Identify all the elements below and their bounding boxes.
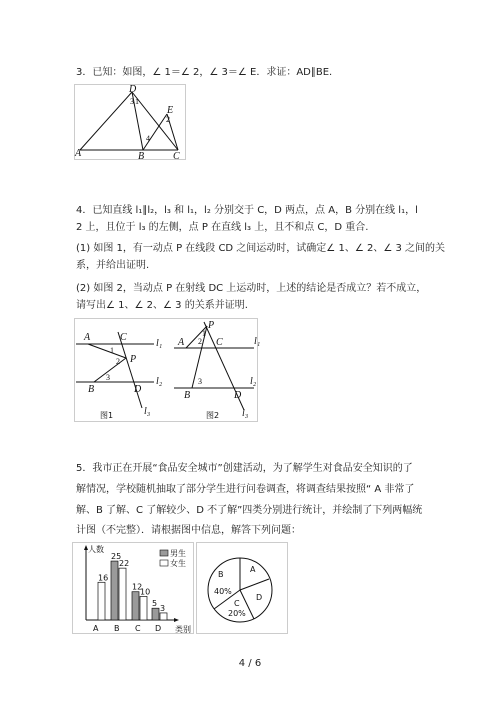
fig1-angle-3: 3 bbox=[106, 373, 110, 382]
x-label-D: D bbox=[155, 624, 162, 633]
fig1-angle-2: 2 bbox=[116, 357, 120, 366]
pie-label-D: D bbox=[256, 593, 263, 602]
x-label-A: A bbox=[93, 624, 99, 633]
bar-C-0 bbox=[132, 592, 139, 620]
fig2-label-P: P bbox=[208, 320, 215, 331]
q4-line-1: 4．已知直线 l₁∥l₂，l₃ 和 l₁，l₂ 分别交于 C，D 两点，点 A，B 分别在线 l₁，l bbox=[76, 205, 418, 216]
q5-line-3: 解、B 了解、C 了解较少、D 不了解”四类分别进行统计，并绘制了下列两幅统 bbox=[76, 505, 423, 516]
pie-label-A: A bbox=[250, 565, 256, 574]
q3-angle-4: 4 bbox=[146, 134, 150, 143]
fig2-angle-3: 3 bbox=[198, 377, 202, 386]
fig1-caption: 图1 bbox=[100, 411, 114, 420]
bar-D-1 bbox=[160, 613, 167, 620]
q4-line-6: 请写出∠ 1、∠ 2、∠ 3 的关系并证明. bbox=[76, 300, 248, 311]
q4-line-5: (2) 如图 2，当动点 P 在射线 DC 上运动时，上述的结论是否成立？若不成立， bbox=[76, 283, 427, 294]
fig1-label-l2: l₂ bbox=[156, 376, 163, 387]
q5-line-4: 计图（不完整）．请根据图中信息，解答下列问题： bbox=[76, 525, 301, 536]
bar-value-B-1: 22 bbox=[119, 559, 130, 569]
bar-value-B-0: 25 bbox=[111, 552, 122, 562]
pie-label-C: C bbox=[234, 599, 240, 608]
q5-line-1: 5．我市正在开展“食品安全城市”创建活动，为了解学生对食品安全知识的了 bbox=[76, 463, 413, 474]
fig1-angle-1: 1 bbox=[110, 346, 114, 355]
fig1-label-D: D bbox=[134, 384, 142, 395]
legend-label-female: 女生 bbox=[170, 559, 186, 568]
bar-value-D-1: 3 bbox=[160, 603, 166, 613]
fig1-label-B: B bbox=[88, 384, 95, 395]
bar-B-1 bbox=[119, 568, 126, 620]
page-number: 4 / 6 bbox=[238, 658, 262, 669]
q3-text: 3．已知：如图，∠ 1＝∠ 2，∠ 3＝∠ E．求证：AD∥BE. bbox=[76, 67, 333, 78]
legend-swatch-male bbox=[160, 550, 168, 556]
x-label-B: B bbox=[114, 624, 120, 633]
q4-figures bbox=[74, 318, 261, 422]
fig1-label-P: P bbox=[130, 354, 137, 365]
fig2-angle-1: 1 bbox=[202, 329, 206, 338]
q3-angle-3: 3 bbox=[130, 97, 134, 106]
bar-value-C-1: 10 bbox=[140, 587, 151, 597]
fig1-label-C: C bbox=[120, 332, 127, 343]
q4-line-2: 2 上，且位于 l₃ 的左侧，点 P 在直线 l₃ 上，且不和点 C，D 重合. bbox=[76, 222, 369, 233]
fig2-label-C: C bbox=[216, 337, 223, 348]
fig2-caption: 图2 bbox=[206, 411, 220, 420]
q3-figure bbox=[74, 84, 186, 160]
fig2-angle-2: 2 bbox=[198, 337, 202, 346]
bar-D-0 bbox=[152, 608, 159, 620]
bar-chart bbox=[72, 542, 194, 634]
fig2-label-l2: l₂ bbox=[250, 376, 257, 387]
pie-percent-C: 20% bbox=[228, 609, 246, 618]
fig1-label-l1: l₁ bbox=[156, 338, 163, 349]
bar-chart-ylabel: 人数 bbox=[88, 545, 104, 554]
q3-label-C: C bbox=[173, 151, 180, 162]
q3-label-B: B bbox=[138, 151, 145, 162]
fig2-label-l3: l₃ bbox=[242, 408, 249, 419]
fig1-label-l3: l₃ bbox=[144, 406, 151, 417]
pie-label-B: B bbox=[218, 570, 224, 579]
q4-line-4: 系，并给出证明. bbox=[76, 260, 150, 271]
x-label-C: C bbox=[135, 624, 141, 633]
bar-A-1 bbox=[98, 582, 105, 620]
q3-label-E: E bbox=[167, 105, 174, 116]
fig2-label-l1: l₁ bbox=[254, 336, 261, 347]
legend-label-male: 男生 bbox=[170, 549, 186, 558]
fig2-label-A: A bbox=[178, 337, 185, 348]
fig2-label-D: D bbox=[234, 390, 242, 401]
legend-swatch-female bbox=[160, 560, 168, 566]
fig2-label-B: B bbox=[184, 390, 191, 401]
q3-label-A: A bbox=[75, 148, 82, 159]
bar-value-D-0: 5 bbox=[152, 599, 158, 609]
bar-chart-xlabel: 类别 bbox=[175, 625, 191, 634]
q3-angle-2: 2 bbox=[166, 115, 170, 124]
q3-label-D: D bbox=[129, 84, 137, 95]
q5-line-2: 解情况，学校随机抽取了部分学生进行问卷调查，将调查结果按照“ A 非常了 bbox=[76, 484, 415, 495]
q4-line-3: (1) 如图 1，有一动点 P 在线段 CD 之间运动时，试确定∠ 1、∠ 2、∠ 3 之间的关 bbox=[76, 243, 446, 254]
bar-B-0 bbox=[111, 561, 118, 620]
pie-percent-B: 40% bbox=[214, 587, 232, 596]
bar-value-C-0: 12 bbox=[132, 582, 143, 592]
pie-chart bbox=[196, 542, 288, 634]
bar-value-A-1: 16 bbox=[98, 573, 109, 583]
fig1-label-A: A bbox=[84, 332, 91, 343]
q3-angle-1: 1 bbox=[135, 97, 139, 106]
bar-C-1 bbox=[140, 596, 147, 620]
